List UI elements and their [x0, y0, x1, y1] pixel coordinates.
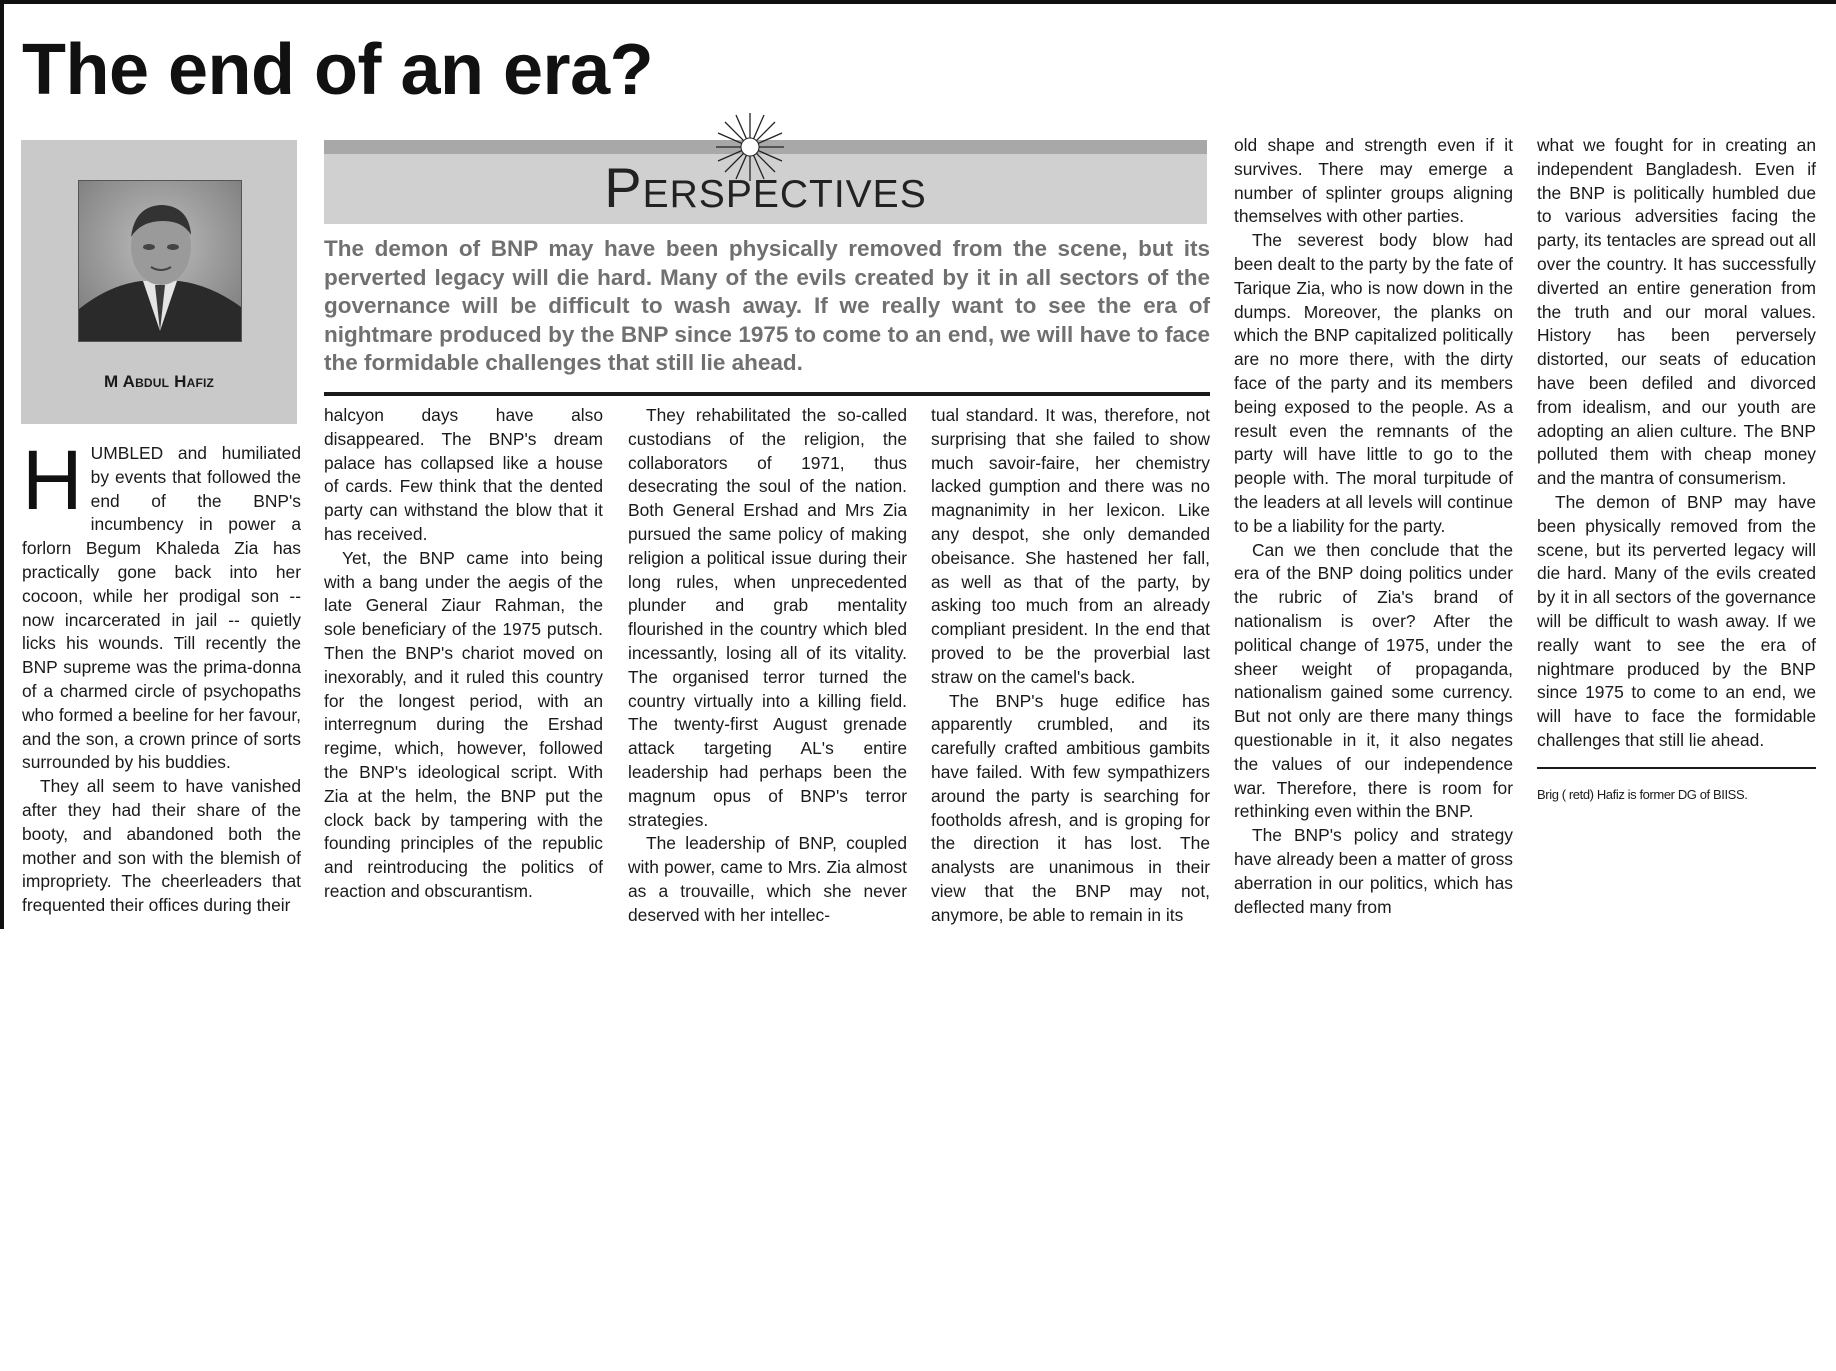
paragraph: The BNP's huge edifice has apparently crumbled, and its carefully crafted ambitious gambits have failed. With few sympathizers around the party is searching for footholds afresh, and is groping for the direction it has lost. The analysts are unanimous in their view that the BNP may not, anymore, be able to remain in its	[931, 690, 1210, 925]
author-photo	[78, 180, 242, 342]
lead-text: and humiliated by events that followed the end of the BNP's incumbency in power a forlorn Begum Khaleda Zia has practically gone back into her cocoon, while her prodigal son -- now incarcerated in jail -- quietly licks his wounds. Till recently the BNP supreme was the prima-donna of a charmed circle of psychopaths who formed a beeline for her favour, and the son, a crown prince of sorts surrounded by his buddies.	[22, 443, 301, 773]
top-rule	[0, 0, 1836, 4]
left-rule	[0, 0, 4, 929]
author-bio: Brig ( retd) Hafiz is former DG of BIISS.	[1537, 786, 1748, 802]
column-1	[22, 442, 301, 1371]
drop-cap: H	[22, 442, 83, 527]
paragraph: what we fought for in creating an independent Bangladesh. Even if the BNP is politically humbled due to various adversities facing the party, its tentacles are spread out all over the country. It has successfully diverted an entire generation from the truth and our moral values. History has been perversely distorted, our seats of education have been defiled and divorced from idealism, and our youth are adopting an alien culture. The BNP polluted them with cheap money and the mantra of consumerism.	[1537, 135, 1816, 489]
column-4	[931, 404, 1210, 1333]
paragraph: They rehabilitated the so-called custodians of the religion, the collaborators of 1971, thus desecrating the soul of the nation. Both General Ershad and Mrs Zia pursued the same policy of making religion a political issue during their long rules, when unprecedented plunder and grab mentality flourished in the country which bled incessantly, losing all of its vitality. The organised terror turned the country virtually into a killing field. The twenty-first August grenade attack targeting AL's entire leadership had perhaps been the magnum opus of BNP's terror strategies.	[628, 405, 907, 830]
paragraph: halcyon days have also disappeared. The BNP's dream palace has collapsed like a house of cards. Few think that the dented party can withstand the blow that it has received.	[324, 405, 603, 544]
lead-caps: UMBLED	[90, 443, 164, 463]
paragraph: Yet, the BNP came into being with a bang under the aegis of the late General Ziaur Rahman, the sole beneficiary of the 1975 putsch. Then the BNP's chariot moved on inexorably, and it ruled this country for the longest period, with an interregnum during the Ershad regime, which, however, followed the BNP's ideological script. With Zia at the helm, the BNP put the clock back by tampering with the founding principles of the republic and reintroducing the politics of reaction and obscurantism.	[324, 547, 603, 901]
column-5	[1234, 134, 1513, 1063]
end-rule	[1537, 767, 1816, 769]
column-6	[1537, 134, 1816, 1063]
paragraph: tual standard. It was, therefore, not surprising that she failed to show much savoir-faire, her chemistry lacked gumption and there was no magnanimity in her lexicon. Like any despot, she only demanded obeisance. She hastened her fall, as well as that of the party, by asking too much from an already compliant president. In the end that proved to be the proverbial last straw on the camel's back.	[931, 405, 1210, 687]
author-byline: M Abdul Hafiz	[103, 372, 215, 391]
paragraph: Can we then conclude that the era of the BNP doing politics under the rubric of Zia's brand of nationalism is over? After the political change of 1975, under the sheer weight of propaganda, nationalism gained some currency. But not only are there many things questionable in it, it also negates the values of our independence war. Therefore, there is room for rethinking even within the BNP.	[1234, 539, 1513, 822]
author-portrait-image	[79, 181, 241, 341]
paragraph: The severest body blow had been dealt to the party by the fate of Tarique Zia, who is now down in the dumps. Moreover, the planks on which the BNP capitalized politically are no more there, with the dirty face of the party and its members being exposed to the people. As a result even the remnants of the party will have little to go to the people with. The moral turpitude of the leaders at all levels will continue to be a liability for the party.	[1234, 230, 1513, 536]
paragraph: The leadership of BNP, coupled with power, came to Mrs. Zia almost as a trouvaille, which she never deserved with her intellec-	[628, 833, 907, 925]
paragraph: The demon of BNP may have been physically removed from the scene, but its perverted legacy will die hard. Many of the evils created by it in all sectors of the governance will be difficult to wash away. If we really want to see the era of nightmare produced by the BNP since 1975 to come to an end, we will have to face the formidable challenges that still lie ahead.	[1537, 491, 1816, 750]
standfirst: The demon of BNP may have been physically removed from the scene, but its perverted legacy will die hard. Many of the evils created by it in all sectors of the governance will be difficult to wash away. If we really want to see the era of nightmare produced by the BNP since 1975 to come to an end, we will have to face the formidable challenges that still lie ahead.	[324, 236, 1210, 376]
lead-paragraph	[22, 442, 301, 775]
paragraph: old shape and strength even if it survives. There may emerge a number of splinter groups aligning themselves with other parties.	[1234, 135, 1513, 227]
author-box	[21, 140, 297, 424]
standfirst-divider	[324, 392, 1210, 396]
column-2	[324, 404, 603, 1333]
paragraph: They all seem to have vanished after they had their share of the booty, and abandoned both the mother and son with the blemish of impropriety. The cheerleaders that frequented their offices during their	[22, 776, 301, 916]
column-3	[628, 404, 907, 1333]
paragraph: The BNP's policy and strategy have already been a matter of gross aberration in our politics, which has deflected many from	[1234, 825, 1513, 917]
headline: The end of an era?	[22, 30, 654, 110]
section-label: Perspectives	[604, 156, 927, 219]
